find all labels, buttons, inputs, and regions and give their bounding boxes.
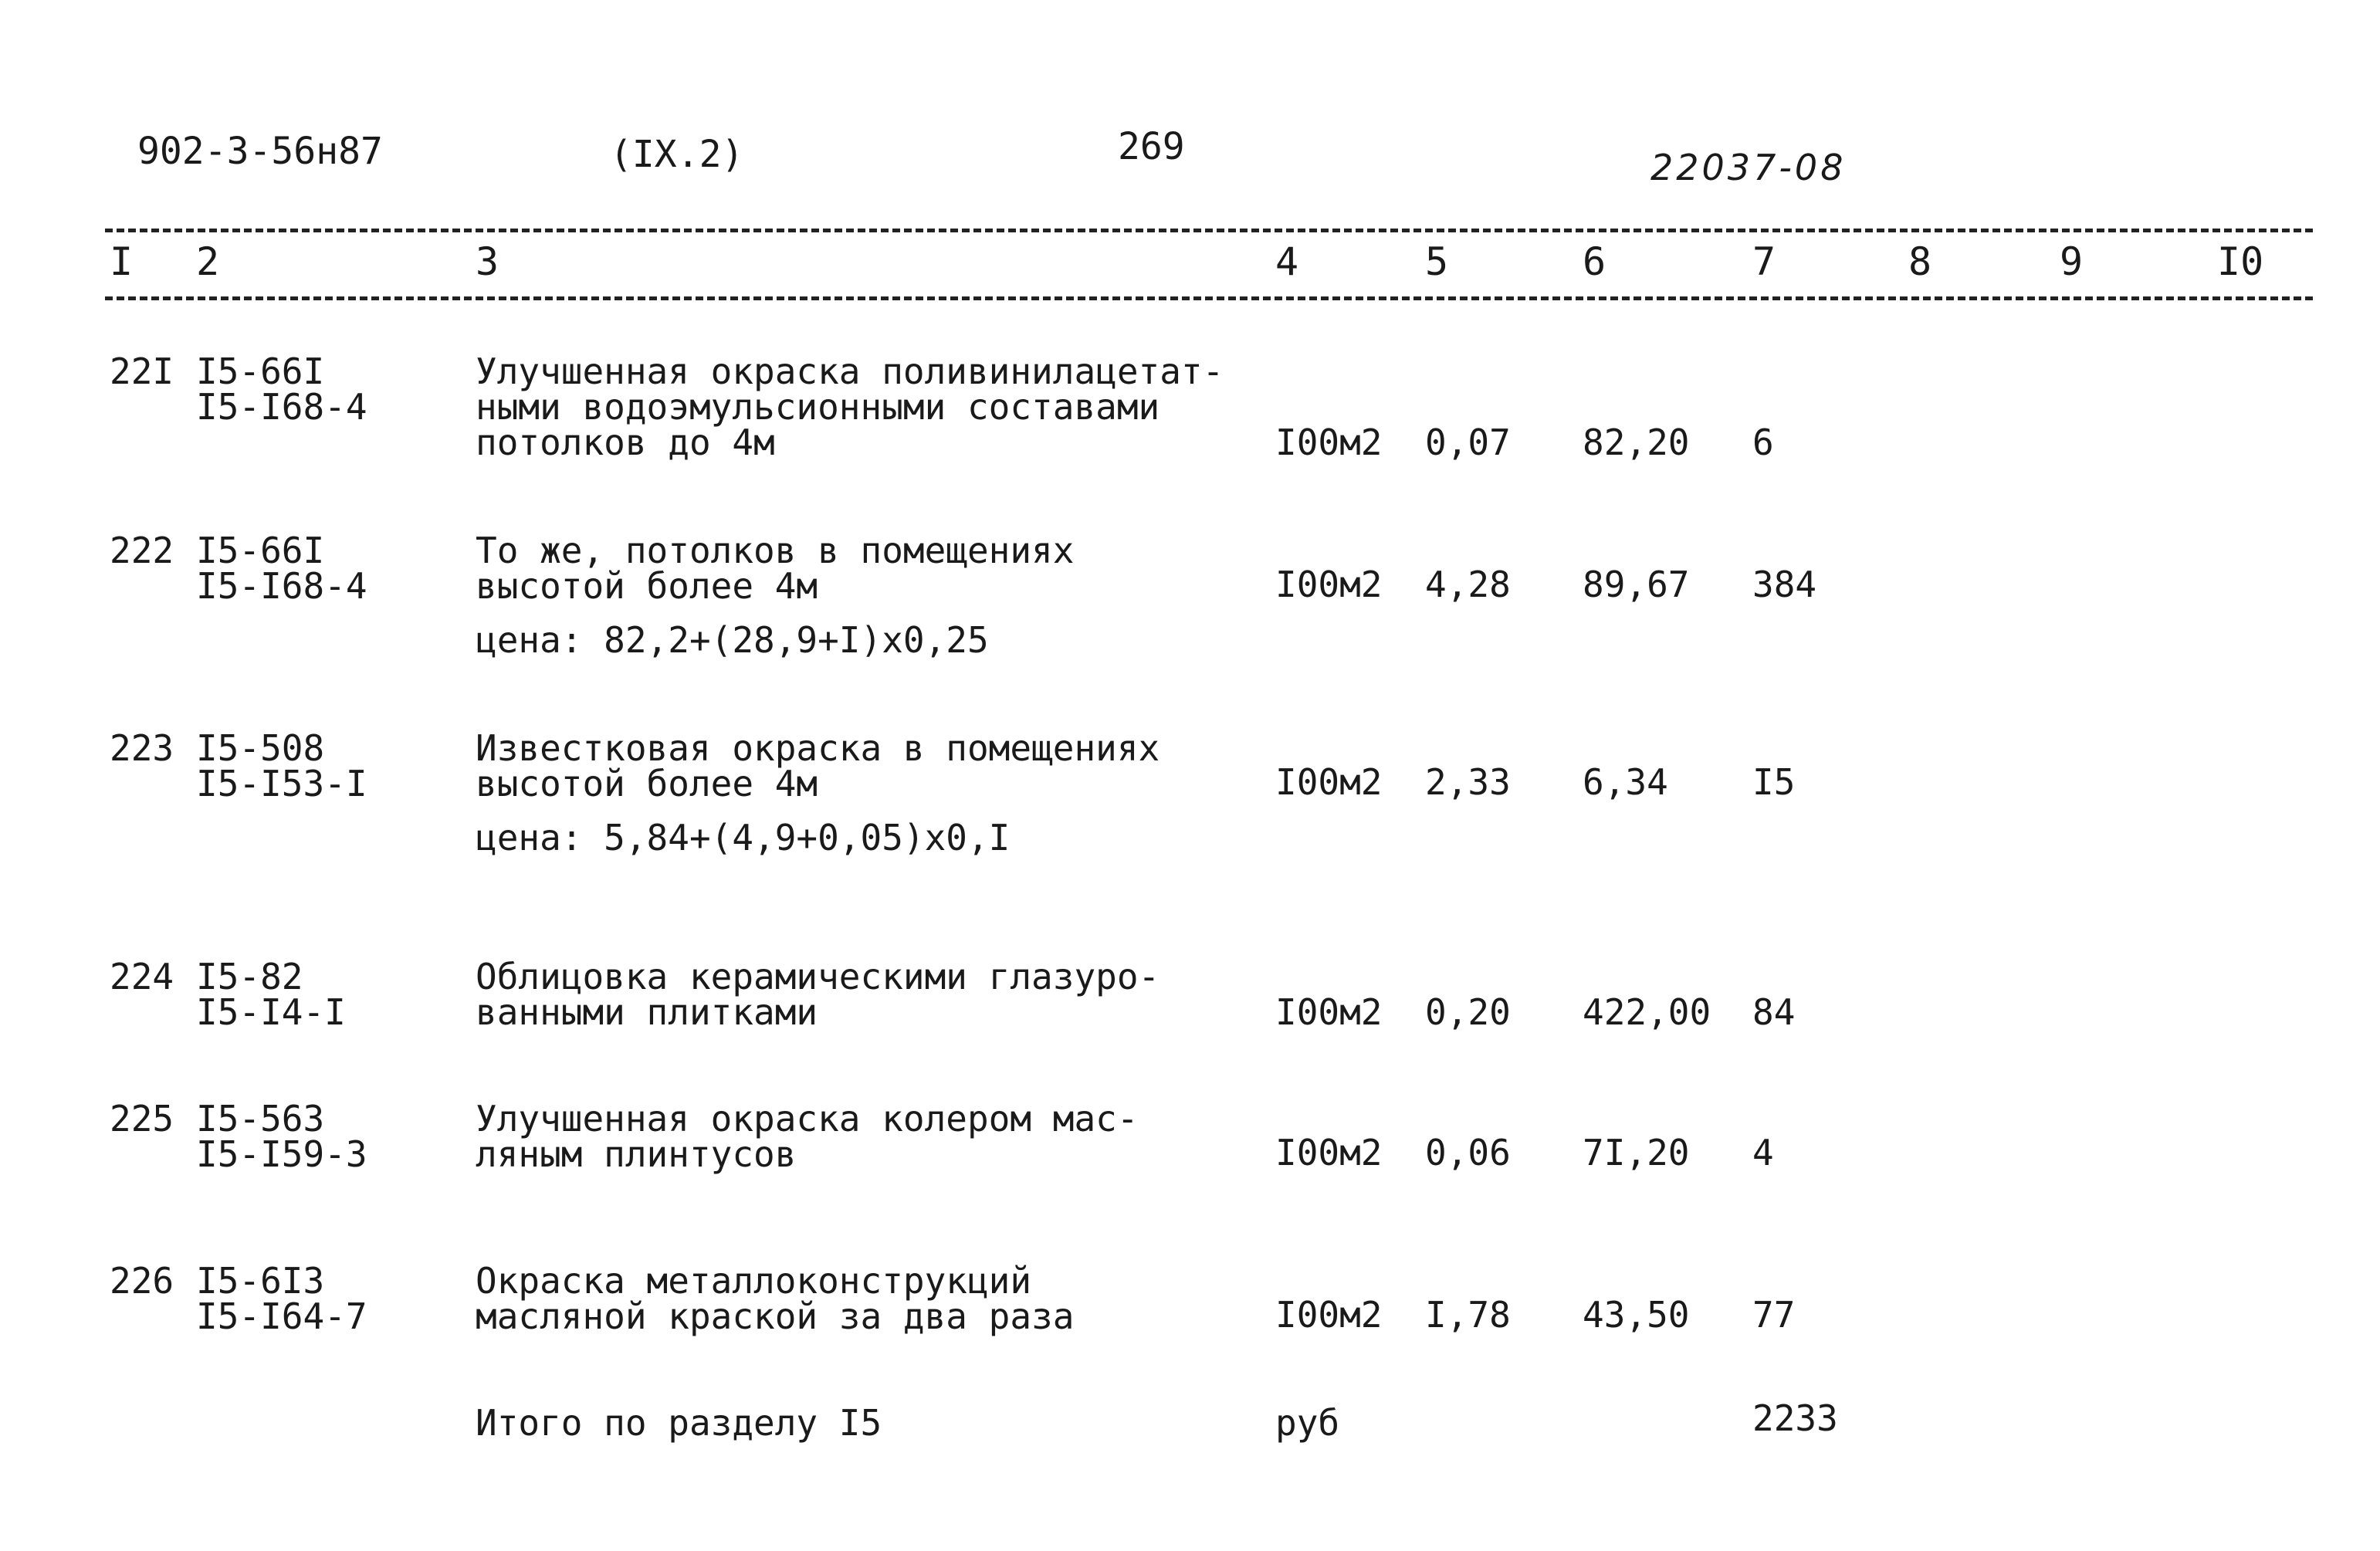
price-code: I5-I53-I	[196, 763, 367, 804]
section-total-label: Итого по разделу I5	[476, 1402, 882, 1444]
total-cost: 4	[1752, 1132, 1774, 1173]
unit-price: 7I,20	[1583, 1132, 1690, 1173]
total-cost: 77	[1752, 1294, 1796, 1336]
column-header-7: 7	[1752, 239, 1776, 284]
archive-stamp: 22037-08	[1650, 147, 1847, 188]
unit: I00м2	[1275, 1294, 1383, 1336]
section-number: (IX.2)	[610, 133, 744, 176]
unit: I00м2	[1275, 422, 1383, 463]
unit: I00м2	[1275, 761, 1383, 803]
work-description-line: масляной краской за два раза	[476, 1295, 1075, 1337]
work-description-line: высотой более 4м	[476, 565, 818, 607]
price-formula: цена: 5,84+(4,9+0,05)x0,I	[476, 817, 1011, 858]
document-code: 902-3-56н87	[137, 130, 383, 173]
work-description-line: потолков до 4м	[476, 422, 775, 463]
page-number: 269	[1118, 125, 1185, 168]
total-cost: I5	[1752, 761, 1796, 803]
row-number: 222	[110, 530, 174, 571]
column-header-6: 6	[1583, 239, 1606, 284]
unit: I00м2	[1275, 564, 1383, 605]
price-code: I5-I64-7	[196, 1295, 367, 1337]
quantity: 2,33	[1425, 761, 1511, 803]
row-number: 225	[110, 1098, 174, 1140]
column-header-5: 5	[1425, 239, 1449, 284]
section-total-value: 2233	[1752, 1397, 1838, 1439]
row-number: 22I	[110, 350, 174, 392]
price-formula: цена: 82,2+(28,9+I)x0,25	[476, 619, 989, 661]
price-code: I5-I68-4	[196, 565, 367, 607]
work-description-line: Окраска металлоконструкций	[476, 1260, 1032, 1302]
column-header-1: I	[110, 239, 134, 284]
work-description-line: Улучшенная окраска колером мас-	[476, 1098, 1139, 1140]
work-description-line: ными водоэмульсионными составами	[476, 386, 1160, 428]
quantity: I,78	[1425, 1294, 1511, 1336]
quantity: 0,20	[1425, 991, 1511, 1033]
work-description-line: Облицовка керамическими глазуро-	[476, 956, 1160, 997]
unit: I00м2	[1275, 1132, 1383, 1173]
work-description-line: Улучшенная окраска поливинилацетат-	[476, 350, 1224, 392]
unit-price: 43,50	[1583, 1294, 1690, 1336]
header-top-rule	[105, 229, 2313, 232]
unit-price: 422,00	[1583, 991, 1711, 1033]
row-number: 224	[110, 956, 174, 997]
total-cost: 384	[1752, 564, 1817, 605]
norm-code: I5-66I	[196, 530, 325, 571]
total-cost: 84	[1752, 991, 1796, 1033]
work-description-line: То же, потолков в помещениях	[476, 530, 1075, 571]
row-number: 223	[110, 727, 174, 769]
header-bottom-rule	[105, 296, 2313, 300]
quantity: 4,28	[1425, 564, 1511, 605]
work-description-line: Известковая окраска в помещениях	[476, 727, 1160, 769]
price-code: I5-I59-3	[196, 1133, 367, 1175]
price-code: I5-I4-I	[196, 991, 346, 1033]
row-number: 226	[110, 1260, 174, 1302]
column-header-3: 3	[476, 239, 499, 284]
column-header-2: 2	[196, 239, 220, 284]
column-header-8: 8	[1908, 239, 1932, 284]
unit: I00м2	[1275, 991, 1383, 1033]
unit-price: 6,34	[1583, 761, 1668, 803]
norm-code: I5-563	[196, 1098, 325, 1140]
norm-code: I5-6I3	[196, 1260, 325, 1302]
work-description-line: ванными плитками	[476, 991, 818, 1033]
section-total-unit: руб	[1275, 1402, 1340, 1444]
norm-code: I5-66I	[196, 350, 325, 392]
quantity: 0,06	[1425, 1132, 1511, 1173]
total-cost: 6	[1752, 422, 1774, 463]
work-description-line: ляным плинтусов	[476, 1133, 797, 1175]
quantity: 0,07	[1425, 422, 1511, 463]
norm-code: I5-82	[196, 956, 303, 997]
column-header-9: 9	[2060, 239, 2084, 284]
price-code: I5-I68-4	[196, 386, 367, 428]
column-header-10: I0	[2217, 239, 2264, 284]
column-header-4: 4	[1275, 239, 1299, 284]
norm-code: I5-508	[196, 727, 325, 769]
work-description-line: высотой более 4м	[476, 763, 818, 804]
unit-price: 89,67	[1583, 564, 1690, 605]
unit-price: 82,20	[1583, 422, 1690, 463]
